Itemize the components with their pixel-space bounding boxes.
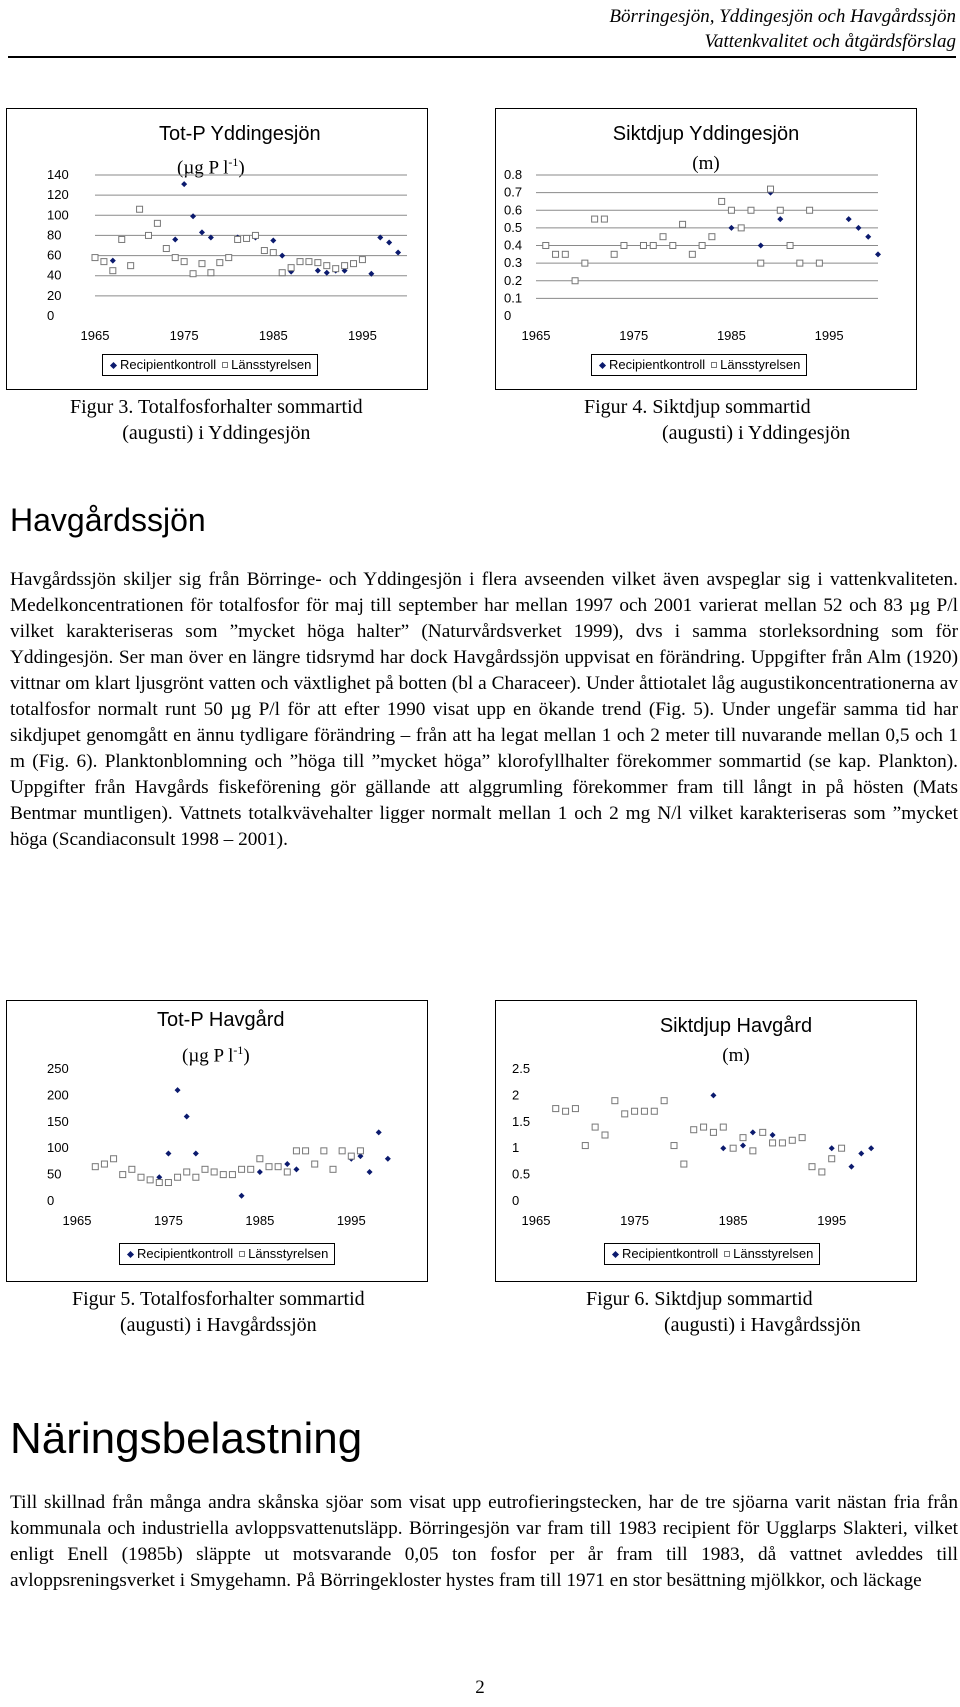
data-point-lansstyrelsen	[288, 265, 294, 271]
data-point-lansstyrelsen	[699, 243, 705, 249]
data-point-lansstyrelsen	[779, 1140, 785, 1146]
y-tick-label: 80	[47, 227, 62, 243]
caption-fig4	[584, 394, 850, 446]
data-point-lansstyrelsen	[342, 263, 348, 269]
data-point-recipientkontroll	[385, 1156, 391, 1162]
data-point-lansstyrelsen	[807, 207, 813, 213]
data-point-lansstyrelsen	[719, 198, 725, 204]
data-point-lansstyrelsen	[661, 1098, 667, 1104]
y-tick-label: 60	[47, 247, 62, 263]
data-point-lansstyrelsen	[284, 1169, 290, 1175]
data-point-lansstyrelsen	[740, 1135, 746, 1141]
data-point-lansstyrelsen	[572, 1106, 578, 1112]
data-point-lansstyrelsen	[592, 1124, 598, 1130]
data-point-lansstyrelsen	[226, 255, 232, 261]
data-point-lansstyrelsen	[730, 1145, 736, 1151]
data-point-lansstyrelsen	[709, 234, 715, 240]
data-point-lansstyrelsen	[758, 260, 764, 266]
data-point-lansstyrelsen	[172, 255, 178, 261]
data-point-lansstyrelsen	[651, 1108, 657, 1114]
data-point-lansstyrelsen	[582, 1143, 588, 1149]
caption-line-2: (augusti) i Havgårdssjön	[664, 1314, 861, 1336]
data-point-recipientkontroll	[279, 253, 285, 259]
data-point-lansstyrelsen	[252, 232, 258, 238]
legend-label-recipient: Recipientkontroll	[622, 1246, 719, 1261]
caption-fig3	[70, 394, 363, 446]
caption-line-1: Figur 6. Siktdjup sommartid	[586, 1288, 813, 1310]
caption-line-1: Figur 4. Siktdjup sommartid	[584, 396, 811, 418]
chart-title: Tot-P Havgård	[157, 1009, 285, 1031]
chart-legend	[591, 354, 807, 376]
chart-unit: (µg P $l^{-1}$)	[177, 155, 245, 179]
data-point-recipientkontroll	[239, 1193, 245, 1199]
y-tick-label: 0.5	[504, 219, 523, 235]
square-marker-icon	[239, 1251, 245, 1257]
y-tick-label: 0.5	[512, 1166, 531, 1182]
y-tick-label: 0.6	[504, 202, 523, 218]
data-point-recipientkontroll	[720, 1145, 726, 1151]
data-point-recipientkontroll	[386, 239, 392, 245]
y-tick-label: 1.5	[512, 1113, 531, 1129]
data-point-lansstyrelsen	[324, 263, 330, 269]
y-tick-label: 1	[512, 1140, 520, 1156]
data-point-recipientkontroll	[710, 1092, 716, 1098]
section-body-havgardssjon: Havgårdssjön skiljer sig från Börringe- och Yddingesjön i flera avseenden vilket även avspeglar sig i vattenkvaliteten. Medelkoncentrationen för totalfosfor för maj till september har mellan 1997 och 2001 varierat mellan 52 och 83 µg P/l vilket karakteriseras som ”mycket höga halter” (Naturvårdsverket 1999), dvs i samma storleksordning som för Yddingesjön. Ser man över en längre tidsrymd har dock Havgårdssjön uppvisat en förändring. Uppgifter från Alm (1920) vittnar om klart ljusgrönt vatten och växtlighet på botten (bl a Characeer). Under åttiotalet låg augustikoncentrationerna av totalfosfor normalt runt 50 µg P/l för att efter 1990 visat upp en ökande trend (Fig. 5). Under ungefär samma tid har sikdjupet genomgått en ännu tydligare förändring – från att ha legat mellan 1 och 2 meter till nuvarande mellan 0,5 och 1 m (Fig. 6). Planktonblomning och ”höga till ”mycket höga” klorofyllhalter förekommer sommartid (se kap. Plankton). Uppgifter från Havgårds fiskeförening gör gällande att alggrumling förekommer fram till långt in på hösten (Mats Bentmar muntligen). Vattnets totalkvävehalter ligger normalt mellan 1 och 2 mg N/l vilket karakteriseras som ”mycket höga (Scandiaconsult 1998 – 2001).	[10, 569, 958, 850]
y-tick-label: 0	[47, 308, 55, 323]
caption-line-2: (augusti) i Yddingesjön	[662, 422, 851, 444]
data-point-lansstyrelsen	[92, 255, 98, 261]
data-point-recipientkontroll	[858, 1150, 864, 1156]
data-point-lansstyrelsen	[147, 1177, 153, 1183]
chart-unit: (m)	[692, 153, 720, 174]
x-tick-label: 1985	[245, 1213, 275, 1228]
data-point-lansstyrelsen	[315, 260, 321, 266]
x-tick-label: 1975	[169, 328, 199, 343]
data-point-lansstyrelsen	[211, 1169, 217, 1175]
data-point-lansstyrelsen	[184, 1169, 190, 1175]
data-point-lansstyrelsen	[190, 271, 196, 277]
chart-plot-fig4	[496, 109, 916, 389]
data-point-lansstyrelsen	[229, 1172, 235, 1178]
data-point-lansstyrelsen	[611, 251, 617, 257]
data-point-lansstyrelsen	[239, 1166, 245, 1172]
y-tick-label: 0	[47, 1193, 55, 1208]
data-point-lansstyrelsen	[748, 207, 754, 213]
data-point-lansstyrelsen	[348, 1153, 354, 1159]
data-point-lansstyrelsen	[351, 261, 357, 267]
data-point-lansstyrelsen	[799, 1135, 805, 1141]
data-point-lansstyrelsen	[297, 259, 303, 265]
data-point-recipientkontroll	[829, 1145, 835, 1151]
data-point-lansstyrelsen	[612, 1098, 618, 1104]
running-header	[609, 4, 956, 54]
data-point-recipientkontroll	[199, 229, 205, 235]
square-marker-icon	[711, 362, 717, 368]
data-point-lansstyrelsen	[321, 1148, 327, 1154]
square-marker-icon	[222, 362, 228, 368]
y-tick-label: 100	[47, 207, 69, 223]
x-tick-label: 1965	[80, 328, 110, 343]
data-point-recipientkontroll	[293, 1166, 299, 1172]
data-point-recipientkontroll	[728, 225, 734, 231]
data-point-lansstyrelsen	[279, 270, 285, 276]
chart-fig4	[495, 108, 917, 390]
data-point-lansstyrelsen	[306, 259, 312, 265]
data-point-lansstyrelsen	[650, 243, 656, 249]
y-tick-label: 100	[47, 1140, 69, 1156]
caption-line-1: Figur 3. Totalfosforhalter sommartid	[70, 396, 363, 418]
data-point-lansstyrelsen	[244, 235, 250, 241]
data-point-lansstyrelsen	[293, 1148, 299, 1154]
y-tick-label: 0.7	[504, 184, 523, 200]
data-point-lansstyrelsen	[92, 1164, 98, 1170]
y-tick-label: 0.3	[504, 255, 523, 271]
y-tick-label: 0.2	[504, 272, 523, 288]
data-point-recipientkontroll	[848, 1164, 854, 1170]
data-point-lansstyrelsen	[563, 1108, 569, 1114]
y-tick-label: 50	[47, 1166, 62, 1182]
data-point-lansstyrelsen	[235, 236, 241, 242]
diamond-marker-icon	[599, 362, 606, 369]
data-point-lansstyrelsen	[671, 1143, 677, 1149]
data-point-lansstyrelsen	[621, 243, 627, 249]
data-point-lansstyrelsen	[270, 250, 276, 256]
data-point-lansstyrelsen	[248, 1166, 254, 1172]
data-point-recipientkontroll	[777, 216, 783, 222]
data-point-recipientkontroll	[750, 1129, 756, 1135]
caption-line-2: (augusti) i Havgårdssjön	[120, 1314, 317, 1336]
chart-plot-fig5	[7, 1001, 427, 1281]
data-point-lansstyrelsen	[257, 1156, 263, 1162]
x-tick-label: 1995	[347, 328, 377, 343]
x-tick-label: 1965	[521, 1213, 551, 1228]
data-point-recipientkontroll	[110, 258, 116, 264]
data-point-recipientkontroll	[270, 237, 276, 243]
chart-fig5	[6, 1000, 428, 1282]
data-point-recipientkontroll	[770, 1132, 776, 1138]
chart-title: Siktdjup Havgård	[659, 1015, 813, 1037]
chart-legend	[102, 354, 318, 376]
section-body-naringsbelastning: Till skillnad från många andra skånska sjöar som visat upp eutrofieringstecken, har de tre sjöarna varit nästan fria från kommunala och industriella avloppsvattenutsläpp. Börringesjön var fram till 1983 recipient för Ugglarps Slakteri, vilket enligt Enell (1985b) släppte ut motsvarande 0,05 ton fosfor per år fram till 1983, då vattnet avleddes till avloppsreningsverket i Smygehamn. På Börringekloster hystes fram till 1971 en stor besättning mjölkkor, och läckage	[10, 1492, 958, 1591]
x-tick-label: 1965	[521, 328, 551, 343]
data-point-lansstyrelsen	[797, 260, 803, 266]
page-number: 2	[475, 1677, 485, 1698]
data-point-lansstyrelsen	[582, 260, 588, 266]
data-point-recipientkontroll	[758, 243, 764, 249]
data-point-lansstyrelsen	[175, 1174, 181, 1180]
data-point-lansstyrelsen	[829, 1156, 835, 1162]
chart-unit: (m)	[722, 1045, 750, 1066]
data-point-lansstyrelsen	[728, 207, 734, 213]
data-point-lansstyrelsen	[701, 1124, 707, 1130]
x-tick-label: 1995	[817, 1213, 847, 1228]
data-point-lansstyrelsen	[632, 1108, 638, 1114]
data-point-recipientkontroll	[315, 268, 321, 274]
data-point-lansstyrelsen	[339, 1148, 345, 1154]
data-point-lansstyrelsen	[137, 206, 143, 212]
data-point-recipientkontroll	[324, 270, 330, 276]
data-point-recipientkontroll	[367, 1169, 373, 1175]
data-point-lansstyrelsen	[261, 248, 267, 254]
data-point-recipientkontroll	[284, 1161, 290, 1167]
data-point-recipientkontroll	[875, 251, 881, 257]
caption-fig6	[586, 1286, 861, 1338]
y-tick-label: 140	[47, 167, 69, 182]
data-point-recipientkontroll	[193, 1150, 199, 1156]
data-point-recipientkontroll	[184, 1114, 190, 1120]
data-point-lansstyrelsen	[101, 1161, 107, 1167]
y-tick-label: 0.4	[504, 237, 523, 253]
legend-label-recipient: Recipientkontroll	[120, 357, 217, 372]
data-point-recipientkontroll	[868, 1145, 874, 1151]
chart-fig3	[6, 108, 428, 390]
data-point-lansstyrelsen	[770, 1140, 776, 1146]
data-point-recipientkontroll	[257, 1169, 263, 1175]
data-point-lansstyrelsen	[768, 186, 774, 192]
data-point-lansstyrelsen	[165, 1180, 171, 1186]
data-point-lansstyrelsen	[816, 260, 822, 266]
y-tick-label: 0.8	[504, 167, 523, 182]
data-point-lansstyrelsen	[330, 1166, 336, 1172]
chart-plot-fig6	[496, 1001, 916, 1281]
data-point-lansstyrelsen	[601, 216, 607, 222]
data-point-lansstyrelsen	[266, 1164, 272, 1170]
caption-line-2: (augusti) i Yddingesjön	[122, 422, 311, 444]
y-tick-label: 150	[47, 1113, 69, 1129]
data-point-lansstyrelsen	[670, 243, 676, 249]
data-point-recipientkontroll	[740, 1143, 746, 1149]
legend-label-lansstyrelsen: Länsstyrelsen	[720, 357, 801, 372]
data-point-recipientkontroll	[376, 1129, 382, 1135]
header-line-2: Vattenkvalitet och åtgärdsförslag	[704, 31, 956, 52]
chart-fig6	[495, 1000, 917, 1282]
chart-legend	[119, 1243, 335, 1265]
data-point-recipientkontroll	[865, 234, 871, 240]
x-tick-label: 1965	[62, 1213, 92, 1228]
legend-label-recipient: Recipientkontroll	[137, 1246, 234, 1261]
x-tick-label: 1995	[336, 1213, 366, 1228]
data-point-recipientkontroll	[395, 250, 401, 256]
y-tick-label: 0	[504, 308, 512, 323]
data-point-lansstyrelsen	[110, 268, 116, 274]
section-heading-naringsbelastning: Näringsbelastning	[10, 1414, 363, 1463]
data-point-lansstyrelsen	[789, 1137, 795, 1143]
diamond-marker-icon	[110, 362, 117, 369]
x-tick-label: 1995	[814, 328, 844, 343]
data-point-recipientkontroll	[181, 181, 187, 187]
data-point-lansstyrelsen	[809, 1164, 815, 1170]
data-point-lansstyrelsen	[359, 257, 365, 263]
header-line-1: Börringesjön, Yddingesjön och Havgårdssjön	[609, 6, 956, 27]
data-point-lansstyrelsen	[738, 225, 744, 231]
caption-line-1: Figur 5. Totalfosforhalter sommartid	[72, 1288, 365, 1310]
data-point-lansstyrelsen	[163, 246, 169, 252]
x-tick-label: 1985	[718, 1213, 748, 1228]
data-point-lansstyrelsen	[217, 260, 223, 266]
y-tick-label: 200	[47, 1087, 69, 1103]
data-point-lansstyrelsen	[691, 1127, 697, 1133]
x-tick-label: 1975	[619, 328, 649, 343]
x-tick-label: 1985	[258, 328, 288, 343]
chart-plot-fig3	[7, 109, 427, 389]
data-point-lansstyrelsen	[680, 221, 686, 227]
data-point-lansstyrelsen	[760, 1129, 766, 1135]
data-point-lansstyrelsen	[138, 1174, 144, 1180]
x-tick-label: 1985	[716, 328, 746, 343]
data-point-lansstyrelsen	[572, 278, 578, 284]
diamond-marker-icon	[127, 1251, 134, 1258]
caption-fig5	[72, 1286, 365, 1338]
data-point-lansstyrelsen	[602, 1132, 608, 1138]
data-point-lansstyrelsen	[720, 1124, 726, 1130]
data-point-lansstyrelsen	[819, 1169, 825, 1175]
data-point-lansstyrelsen	[312, 1161, 318, 1167]
square-marker-icon	[724, 1251, 730, 1257]
data-point-lansstyrelsen	[154, 220, 160, 226]
data-point-lansstyrelsen	[275, 1164, 281, 1170]
x-tick-label: 1975	[620, 1213, 650, 1228]
data-point-lansstyrelsen	[710, 1129, 716, 1135]
data-point-lansstyrelsen	[750, 1148, 756, 1154]
y-tick-label: 0.1	[504, 290, 523, 306]
legend-label-lansstyrelsen: Länsstyrelsen	[733, 1246, 814, 1261]
data-point-lansstyrelsen	[787, 243, 793, 249]
data-point-lansstyrelsen	[333, 266, 339, 272]
y-tick-label: 40	[47, 267, 62, 283]
data-point-lansstyrelsen	[145, 232, 151, 238]
chart-title: Siktdjup Yddingesjön	[612, 123, 800, 145]
legend-label-lansstyrelsen: Länsstyrelsen	[231, 357, 312, 372]
data-point-lansstyrelsen	[220, 1172, 226, 1178]
data-point-lansstyrelsen	[101, 259, 107, 265]
data-point-lansstyrelsen	[622, 1111, 628, 1117]
data-point-lansstyrelsen	[777, 207, 783, 213]
data-point-lansstyrelsen	[156, 1180, 162, 1186]
data-point-lansstyrelsen	[181, 259, 187, 265]
data-point-lansstyrelsen	[357, 1148, 363, 1154]
data-point-lansstyrelsen	[553, 251, 559, 257]
y-tick-label: 2	[512, 1087, 520, 1103]
data-point-lansstyrelsen	[592, 216, 598, 222]
data-point-lansstyrelsen	[119, 236, 125, 242]
data-point-recipientkontroll	[165, 1150, 171, 1156]
data-point-lansstyrelsen	[640, 243, 646, 249]
header-rule	[8, 56, 956, 58]
data-point-lansstyrelsen	[199, 261, 205, 267]
y-tick-label: 2.5	[512, 1061, 531, 1076]
data-point-recipientkontroll	[175, 1087, 181, 1093]
data-point-lansstyrelsen	[660, 234, 666, 240]
y-tick-label: 20	[47, 287, 62, 303]
data-point-recipientkontroll	[855, 225, 861, 231]
data-point-lansstyrelsen	[562, 251, 568, 257]
chart-title: Tot-P Yddingesjön	[159, 123, 321, 145]
y-tick-label: 0	[512, 1193, 520, 1208]
data-point-lansstyrelsen	[689, 251, 695, 257]
data-point-lansstyrelsen	[681, 1161, 687, 1167]
data-point-lansstyrelsen	[128, 263, 134, 269]
data-point-lansstyrelsen	[120, 1172, 126, 1178]
legend-label-recipient: Recipientkontroll	[609, 357, 706, 372]
data-point-lansstyrelsen	[193, 1174, 199, 1180]
diamond-marker-icon	[612, 1251, 619, 1258]
data-point-recipientkontroll	[846, 216, 852, 222]
chart-legend	[604, 1243, 820, 1265]
data-point-lansstyrelsen	[553, 1106, 559, 1112]
data-point-lansstyrelsen	[641, 1108, 647, 1114]
legend-label-lansstyrelsen: Länsstyrelsen	[248, 1246, 329, 1261]
data-point-lansstyrelsen	[303, 1148, 309, 1154]
y-tick-label: 120	[47, 187, 69, 203]
data-point-lansstyrelsen	[543, 243, 549, 249]
data-point-recipientkontroll	[172, 236, 178, 242]
section-heading-havgardssjon: Havgårdssjön	[10, 502, 206, 538]
data-point-lansstyrelsen	[129, 1166, 135, 1172]
data-point-lansstyrelsen	[202, 1166, 208, 1172]
data-point-recipientkontroll	[190, 213, 196, 219]
x-tick-label: 1975	[153, 1213, 183, 1228]
y-tick-label: 250	[47, 1061, 69, 1076]
chart-unit: (µg P $l^{-1}$)	[182, 1043, 250, 1067]
data-point-lansstyrelsen	[111, 1156, 117, 1162]
data-point-lansstyrelsen	[839, 1145, 845, 1151]
data-point-lansstyrelsen	[208, 270, 214, 276]
